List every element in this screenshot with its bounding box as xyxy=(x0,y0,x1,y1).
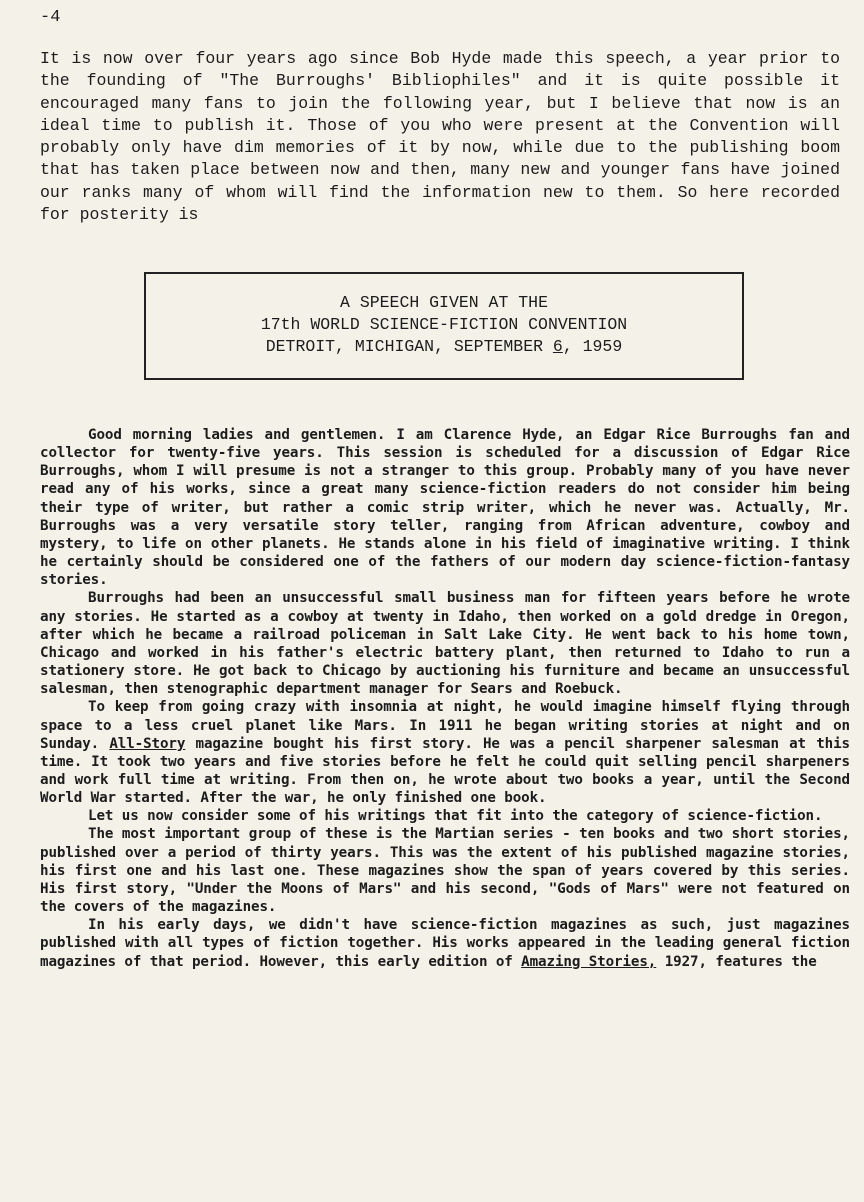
p3-end: magazine bought his first story. He was a pencil sharpener salesman at this time. It took two years and five stories before he felt he could quit selling pencil sharpeners and work full time at writing. From then on, he wrote about two books a year, until the Second World War started. After the war, he only finished one book. xyxy=(40,735,850,807)
speech-paragraph-4: Let us now consider some of his writings that fit into the category of science-fiction. xyxy=(88,808,823,825)
title-line-2: 17th WORLD SCIENCE-FICTION CONVENTION xyxy=(260,315,628,334)
amazing-stories-title: Amazing Stories, xyxy=(521,953,657,970)
intro-text: It is now over four years ago since Bob Hyde made this speech, a year prior to the founding of "The Burroughs' Bibliophiles" and it is quite possible it encouraged many fans to join the following year, but I believe that now is an ideal time to publish it. Those of you who were present at the Convention will probably only have dim memories of it by now, while due to the publishing boom that has taken place between now and then, many new and younger fans have joined our ranks many of whom will find the information new to them. So here recorded for posterity is xyxy=(40,49,840,225)
p6-end: 1927, features the xyxy=(656,953,817,970)
speech-paragraph-6 xyxy=(40,916,850,970)
title-line-3-start: DETROIT, MICHIGAN, SEPTEMBER xyxy=(265,337,553,356)
speech-title-box xyxy=(144,272,744,380)
title-day: 6 xyxy=(552,337,563,356)
speech-paragraph-1: Good morning ladies and gentlemen. I am Clarence Hyde, an Edgar Rice Burroughs fan and collector for twenty-five years. This session is scheduled for a discussion of Edgar Rice Burroughs, whom I will presume is not a stranger to this group. Probably many of you have never read any of his works, since a great many science-fiction readers do not consider him being their type of writer, but rather a comic strip writer, which he never was. Actually, Mr. Burroughs was a very versatile story teller, ranging from African adventure, cowboy and mystery, to life on other planets. He stands alone in his field of imaginative writing. I think he certainly should be considered one of the fathers of our modern day science-fiction-fantasy stories. xyxy=(40,427,850,589)
all-story-title: All-Story xyxy=(109,735,186,752)
speech-paragraph-2: Burroughs had been an unsuccessful small business man for fifteen years before he wrote any stories. He started as a cowboy at twenty in Idaho, then worked on a gold dredge in Oregon, after which he became a railroad policeman in Salt Lake City. He went back to his home town, Chicago and worked in his father's electric battery plant, then returned to Idaho to run a stationery store. He got back to Chicago by auctioning his furniture and became an unsuccessful salesman, then stenographic department manager for Sears and Roebuck. xyxy=(40,590,850,698)
p3-start: To keep from going crazy with insomnia at night, he would imagine himself flying through space to a less cruel planet like Mars. In 1911 he began writing stories at night and on Sunday. xyxy=(40,699,850,752)
intro-paragraph xyxy=(40,48,840,226)
title-line-3-end: , 1959 xyxy=(562,337,623,356)
title-line-3 xyxy=(146,336,742,358)
title-line-1: A SPEECH GIVEN AT THE xyxy=(340,293,548,312)
speech-body xyxy=(40,426,850,971)
page-number: -4 xyxy=(40,8,61,27)
speech-paragraph-3 xyxy=(40,698,850,807)
p6-start: In his early days, we didn't have science-fiction magazines as such, just magazines published with all types of fiction together. His works appeared in the leading general fiction magazines of that period. However, this early edition of xyxy=(40,917,850,970)
speech-paragraph-5: The most important group of these is the Martian series - ten books and two short stories, published over a period of thirty years. This was the extent of his published magazine stories, his first one and his last one. These magazines show the span of years covered by this series. His first story, "Under the Moons of Mars" and his second, "Gods of Mars" were not featured on the covers of the magazines. xyxy=(40,826,850,916)
